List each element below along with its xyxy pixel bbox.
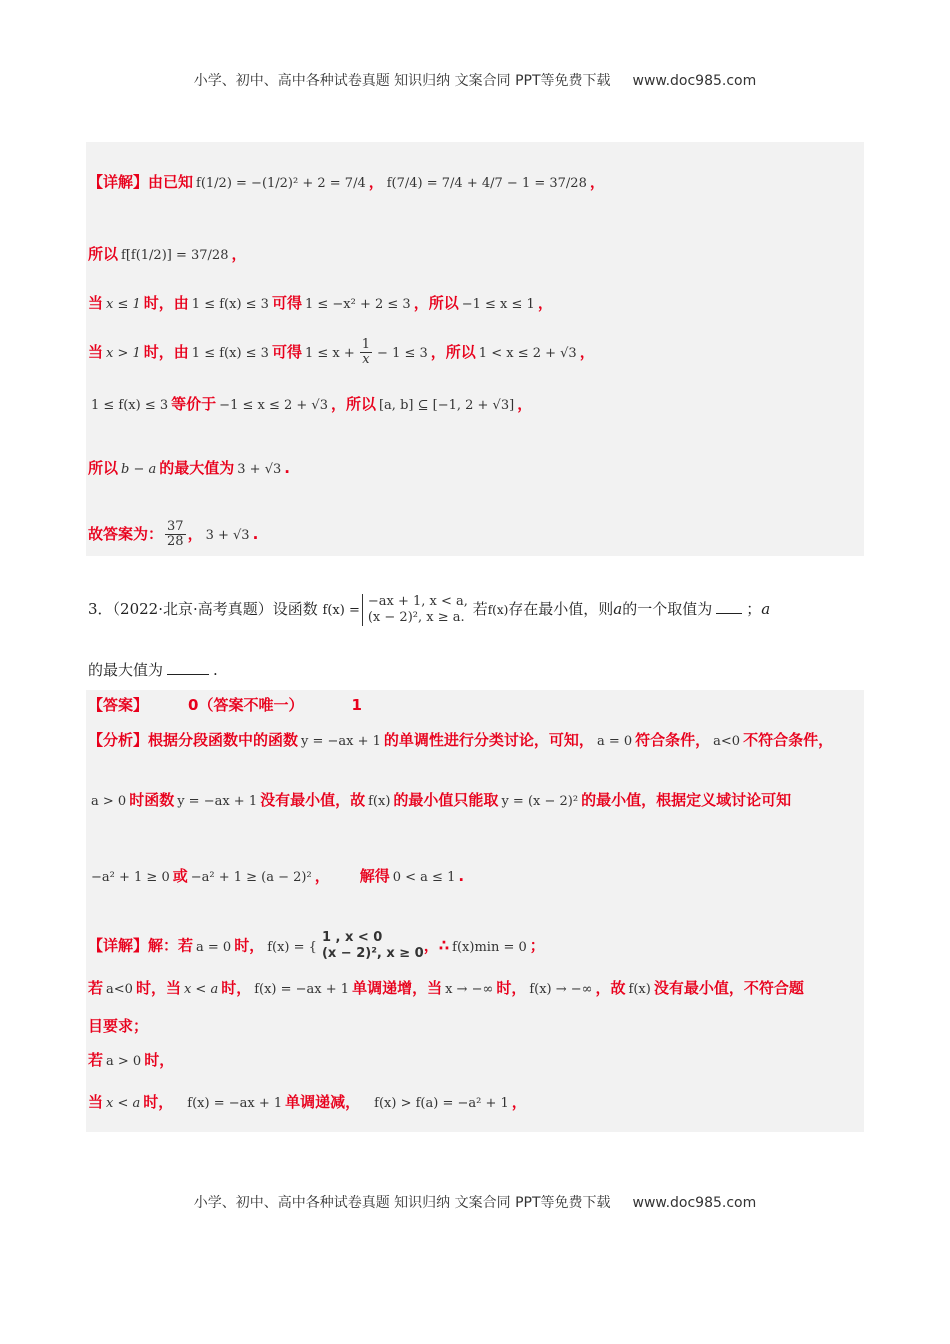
solution-block-2 bbox=[86, 690, 864, 1132]
detail-line-4: 当 x > 1 时，由 1 ≤ f(x) ≤ 3 可得 1 ≤ x + $\frac{1}{x}$ − 1 ≤ 3 ，所以 1 < x ≤ 2 + √3 ， bbox=[88, 337, 595, 367]
detail-line-6: 所以 b − a 的最大值为 3 + √3 . bbox=[88, 459, 290, 477]
header-site-link[interactable]: www.doc985.com bbox=[632, 73, 757, 89]
piecewise-brace: −ax + 1, x < a, (x − 2)², x ≥ a. bbox=[362, 594, 468, 626]
detail-line-2: 所以 f[f(1/2)] = 37/28 ， bbox=[88, 245, 247, 263]
detail-2-line-2: 若 a<0 时，当 x < a 时， f(x) = −ax + 1 单调递增，当 x → −∞ 时， f(x) → −∞ ，故 f(x) 没有最小值，不符合题 bbox=[88, 979, 804, 997]
footer-text: 小学、初中、高中各种试卷真题 知识归纳 文案合同 PPT等免费下载 bbox=[193, 1195, 611, 1211]
fraction-1-over-x: $\frac{1}{x}$ bbox=[361, 337, 371, 367]
analysis-line-1: 【分析】根据分段函数中的函数 y = −ax + 1 的单调性进行分类讨论，可知， a = 0 符合条件， a<0 不符合条件， bbox=[88, 731, 834, 749]
detail-line-7: 故答案为： $\frac{37}{28}$ ， 3 + √3 . bbox=[88, 519, 259, 549]
page-footer bbox=[0, 1192, 950, 1212]
piecewise-brace-2: 1 , x < 0 (x − 2)², x ≥ 0 bbox=[321, 930, 424, 961]
answer-blank-2[interactable] bbox=[167, 674, 209, 675]
header-text: 小学、初中、高中各种试卷真题 知识归纳 文案合同 PPT等免费下载 bbox=[193, 73, 611, 89]
detail-2-line-4: 若 a > 0 时， bbox=[88, 1051, 175, 1069]
answer-fraction: $\frac{37}{28}$ bbox=[167, 519, 184, 549]
footer-site-link[interactable]: www.doc985.com bbox=[632, 1195, 757, 1211]
analysis-line-3: −a² + 1 ≥ 0 或 −a² + 1 ≥ (a − 2)² ， 解得 0 < a ≤ 1 . bbox=[91, 867, 465, 885]
detail-2-line-3: 目要求； bbox=[88, 1017, 149, 1035]
detail-2-line-5: 当 x < a 时， f(x) = −ax + 1 单调递减， f(x) > f(a) = −a² + 1 ， bbox=[88, 1093, 527, 1111]
detail-line-1: 【详解】由已知 f(1/2) = −(1/2)² + 2 = 7/4 ， f(7/4) = 7/4 + 4/7 − 1 = 37/28 ， bbox=[88, 173, 605, 191]
answer-line: 【答案】 0（答案不唯一） 1 bbox=[88, 696, 362, 714]
question-3: 3．（2022·北京·高考真题）设函数 f(x) = −ax + 1, x < a, (x − 2)², x ≥ a. 若f(x)存在最小值，则a的一个取值为 ；a bbox=[88, 594, 771, 625]
analysis-line-2: a > 0 时函数 y = −ax + 1 没有最小值，故 f(x) 的最小值只能取 y = (x − 2)² 的最小值，根据定义域讨论可知 bbox=[91, 791, 792, 809]
detail-line-5: 1 ≤ f(x) ≤ 3 等价于 −1 ≤ x ≤ 2 + √3 ，所以 [a, b] ⊆ [−1, 2 + √3] ， bbox=[91, 395, 533, 413]
page-header bbox=[0, 70, 950, 90]
detail-line-3: 当 x ≤ 1 时，由 1 ≤ f(x) ≤ 3 可得 1 ≤ −x² + 2 ≤ 3 ，所以 −1 ≤ x ≤ 1 ， bbox=[88, 294, 553, 312]
answer-blank-1[interactable] bbox=[716, 613, 742, 614]
question-3-line-2: 的最大值为 . bbox=[88, 661, 218, 679]
detail-2-line-1: 【详解】解：若 a = 0 时， f(x) = { 1 , x < 0 (x − 2)², x ≥ 0 ，∴ f(x)min = 0 ； bbox=[88, 930, 545, 961]
